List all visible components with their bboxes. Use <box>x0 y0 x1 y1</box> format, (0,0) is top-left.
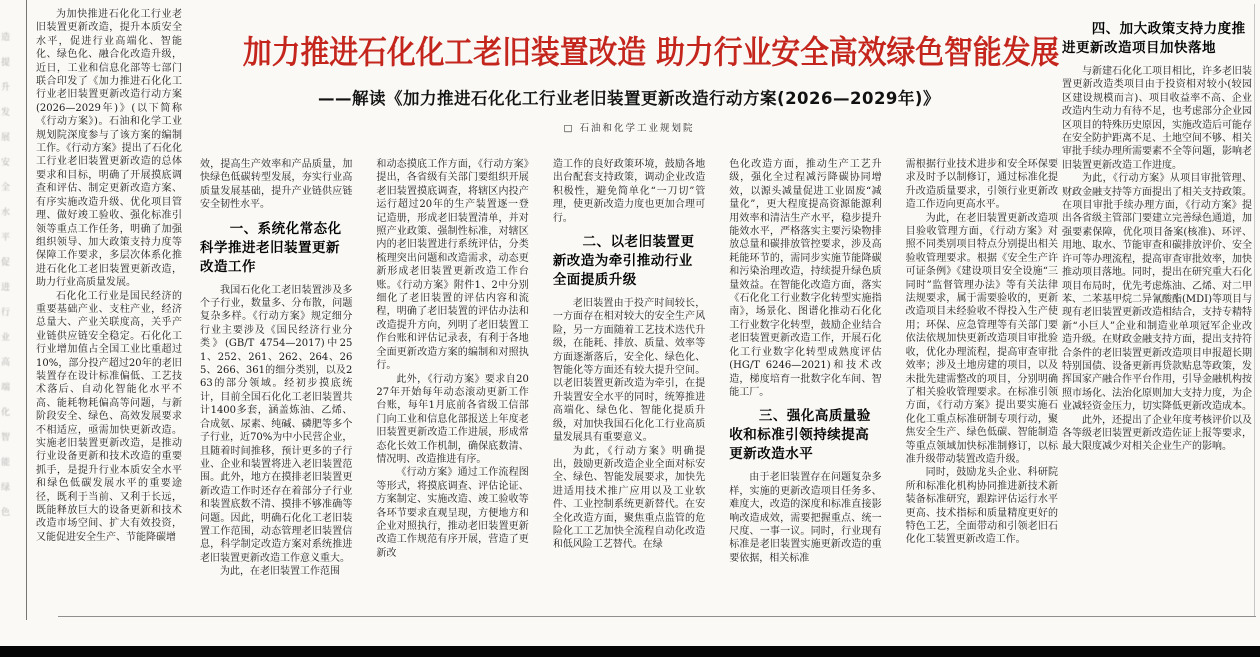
bottom-black-bar <box>0 646 1260 657</box>
body-column-3 <box>553 158 705 618</box>
body-paragraph: 效，提高生产效率和产品质量，加快绿色低碳转型发展，夯实行业高质量发展基础，提升产业链供应链安全韧性水平。 <box>200 159 353 211</box>
body-paragraph: 我国石化化工老旧装置涉及多个子行业，数量多、分布散，问题复杂多样。《行动方案》规定细分行业主要涉及《国民经济行业分类》(GB/T 4754—2017)中251、252、261、262、264、265、266、361的细分类别，以及263的部分领域。经初步摸底统计，目前全国石化化工老旧装置共计1400多套，涵盖炼油、乙烯、合成氨、尿素、纯碱、磷肥等多个子行业，近70%为中小民营企业，且随着时间推移，预计更多的子行业、企业和装置将进入老旧装置范围。此外，地方在摸排老旧装置更新改造工作时还存在着部分子行业和装置底数不清、摸排不够准确等问题。因此，明确石化化工老旧装置工作范围，动态管理老旧装置信息，科学制定改造方案对系统推进老旧装置更新改造工作意义重大。 <box>200 284 353 564</box>
page-edge-fragments: 造提升发展安全水平促进行业高端化智能绿色 <box>1 33 11 518</box>
body-column-2 <box>376 158 528 618</box>
article-body-columns <box>200 158 1058 618</box>
body-column-1 <box>200 158 352 618</box>
intro-column <box>36 8 182 612</box>
body-paragraph: 《行动方案》通过工作流程图等形式，将摸底调查、评估论证、方案制定、实施改造、竣工验收等各环节要求直观呈现，方便地方和企业对照执行，推动老旧装置更新改造工作规范有序开展，营造了更新改 <box>376 467 529 559</box>
body-paragraph: 此外，还提出了企业年度考核评价以及各等级老旧装置更新改造佐证上报等要求，最大限度减少对相关企业生产的影响。 <box>1062 414 1252 453</box>
body-paragraph: 由于老旧装置存在问题复杂多样，实施的更新改造项目任务多、难度大，改造的深度和标准直接影响改造成效，需要把握重点、统一尺度、一事一议。同时，行业现有标准是老旧装置实施更新改造的重要依据，相关标准 <box>729 472 882 564</box>
body-paragraph: 和动态摸底工作方面，《行动方案》提出，各省级有关部门要组织开展老旧装置摸底调查，将辖区内投产运行超过20年的生产装置逐一登记造册，形成老旧装置清单，并对照产业政策、强制性标准，对辖区内的老旧装置进行系统评估，分类梳理突出问题和改造需求，动态更新形成老旧装置更新改造工作台账。《行动方案》附件1、2中分别细化了老旧装置的评估内容和流程，明确了老旧装置的评估办法和改造提升方向，列明了老旧装置工作台账和评估记录表，有利于各地全面更新改造方案的编制和对照执行。 <box>376 159 529 372</box>
body-paragraph: 为此，在老旧装置更新改造项目验收管理方面，《行动方案》对照不同类别项目特点分别提出相关验收管理要求。根据《安全生产许可证条例》《建设项目安全设施“三同时”监督管理办法》等有关法律法规要求，属于需要验收的，更新改造项目未经验收不得投入生产使用；环保、应急管理等有关部门要依法依规加快更新改造项目审批验收，优化办理流程，提高审查审批效率；涉及土地房建的项目，以及未批先建需整改的项目，分别明确了相关验收管理要求。在标准引领方面，《行动方案》提出要实施石化化工重点标准研制专项行动，聚焦安全生产、绿色低碳、智能制造等重点领域加快标准制修订，以标准升级带动装置改造升级。 <box>905 212 1059 465</box>
body-paragraph: 造工作的良好政策环境，鼓励各地出台配套支持政策，调动企业改造积极性，避免简单化“一刀切”管理，使更新改造力度也更加合理可行。 <box>552 159 706 224</box>
left-column-rule <box>26 0 27 620</box>
body-column-4 <box>729 158 881 618</box>
intro-paragraph: 石化化工行业是国民经济的重要基础产业、支柱产业，经济总量大、产业关联度高，关乎产业链供应链安全稳定。石化化工行业增加值占全国工业比重超过10%，部分投产超过20年的老旧装置存在设计标准偏低、工艺技术落后、自动化智能化水平不高、能耗物耗偏高等问题，与新阶段安全、绿色、高效发展要求不相适应，亟需加快更新改造。实施老旧装置更新改造，是推动行业设备更新和技术改造的重要抓手，是提升行业本质安全水平和绿色低碳发展水平的重要途径，既利于当前、又利于长远，既能释放巨大的设备更新和技术改造市场空间、扩大有效投资，又能促进安全生产、节能降碳增 <box>36 290 182 543</box>
article-byline: □ 石油和化学工业规划院 <box>563 122 695 134</box>
body-paragraph: 此外，《行动方案》要求自2027年开始每年动态滚动更新工作台账，每年1月底前各省级工信部门向工业和信息化部报送上年度老旧装置更新改造工作进展，形成常态化长效工作机制，确保底数清、情况明、改造推进有序。 <box>376 373 529 465</box>
body-paragraph: 为此，《行动方案》明确提出，鼓励更新改造企业全面对标安全、绿色、智能发展要求，加快先进适用技术推广应用以及工业软件、工业控制系统更新替代。在安全化改造方面，聚焦重点监管的危险化工工艺加快全流程自动化改造和低风险工艺替代。在绿 <box>552 445 706 551</box>
body-paragraph: 为此，《行动方案》从项目审批管理、财政金融支持等方面提出了相关支持政策。在项目审批手续办理方面，《行动方案》提出各省级主管部门要建立完善绿色通道，加强要素保障，优化项目备案(核准)、环评、用地、取水、节能审查和碳排放评价、安全许可等办理流程，提高审查审批效率，加快推动项目落地。同时，提出在研究重大石化项目布局时，优先考虑炼油、乙烯、对二甲苯、二苯基甲烷二异氰酸酯(MDI)等项目与现有老旧装置更新改造相结合，支持专精特新“小巨人”企业和制造业单项冠军企业改造升级。在财政金融支持方面，提出支持符合条件的老旧装置更新改造项目申报超长期特别国债、设备更新再贷款贴息等政策，发挥国家产融合作平台作用，引导金融机构按照市场化、法治化原则加大支持力度，为企业减轻资金压力，切实降低更新改造成本。 <box>1062 173 1252 413</box>
section-heading-2: 二、以老旧装置更新改造为牵引推动行业全面提质升级 <box>552 234 695 289</box>
body-paragraph: 老旧装置由于投产时间较长，一方面存在相对较大的安全生产风险，另一方面随着工艺技术迭代升级，在能耗、排放、质量、效率等方面逐渐落后，安全化、绿色化、智能化等方面还有较大提升空间。以老旧装置更新改造为牵引，在提升装置安全水平的同时，统筹推进高端化、绿色化、智能化提质升级，对加快我国石化化工行业高质量发展具有重要意义。 <box>552 298 706 444</box>
policy-column <box>1062 12 1252 612</box>
article-subtitle: ——解读《加力推进石化化工行业老旧装置更新改造行动方案(2026—2029年)》 <box>318 88 940 108</box>
body-paragraph: 与新建石化化工项目相比，许多老旧装置更新改造类项目由于投资相对较小(较园区建设规模而言)、项目收益率不高、企业改造内生动力有待不足，也考虑部分企业园区项目的特殊历史原因，实施改造后可能存在安全防护距离不足、土地空间不够、相关审批手续办理所需要素不全等问题，影响老旧装置更新改造工作进度。 <box>1062 66 1252 171</box>
page-bottom-border <box>58 616 1256 617</box>
section-heading-3: 三、强化高质量验收和标准引领持续提高更新改造水平 <box>729 408 871 463</box>
intro-paragraph: 为加快推进石化化工行业老旧装置更新改造，提升本质安全水平，促进行业高端化、智能化、绿色化、融合化改造升级，近日，工业和信息化部等七部门联合印发了《加力推进石化化工行业老旧装置更新改造行动方案(2026—2029年)》(以下简称《行动方案》)。石油和化学工业规划院深度参与了该方案的编制工作。《行动方案》提出了石化化工行业老旧装置更新改造的总体要求和目标，明确了开展摸底调查和评估、制定更新改造方案、有序实施改造升级、优化项目管理、做好竣工验收、强化标准引领等重点工作任务，明确了加强组织领导、加大政策支持力度等保障工作要求，多层次体系化推进石化化工老旧装置更新改造，助力行业高质量发展。 <box>36 9 182 289</box>
body-paragraph: 色化改造方面，推动生产工艺升级，强化全过程减污降碳协同增效，以源头减量促进工业固废“减量化”，更大程度提高资源能源利用效率和清洁生产水平，稳步提升能效水平，严格落实主要污染物排放总量和碳排放管控要求，涉及高耗能环节的，需同步实施节能降碳和污染治理改造，持续提升绿色质量效益。在智能化改造方面，落实《石化化工行业数字化转型实施指南》，场景化、图谱化推动石化化工行业数字化转型，鼓励企业结合老旧装置更新改造工作，开展石化化工行业数字化转型成熟度评估(HG/T 6246—2021)和技术改造，梯度培育一批数字化车间、智能工厂。 <box>729 159 882 398</box>
main-headline: 加力推进石化化工老旧装置改造 助力行业安全高效绿色智能发展 <box>242 33 1060 71</box>
article-header <box>200 34 1058 134</box>
body-paragraph: 为此，在老旧装置工作范围 <box>220 566 340 578</box>
body-paragraph: 需根据行业技术进步和安全环保要求及时予以制修订，通过标准化提升改造质量要求，引领行业更新改造工作迈向更高水平。 <box>905 159 1059 211</box>
body-paragraph: 同时，鼓励龙头企业、科研院所和标准化机构协同推进新技术新装备标准研究，跟踪评估运行水平更高、技术指标和质量精度更好的特色工艺，全面带动和引领老旧石化化工装置更新改造工作。 <box>905 467 1059 546</box>
page-right-border <box>1254 4 1255 616</box>
section-heading-1: 一、系统化常态化科学推进老旧装置更新改造工作 <box>200 220 342 275</box>
body-column-5 <box>906 158 1058 618</box>
section-heading-4: 四、加大政策支持力度推进更新改造项目加快落地 <box>1062 21 1246 56</box>
